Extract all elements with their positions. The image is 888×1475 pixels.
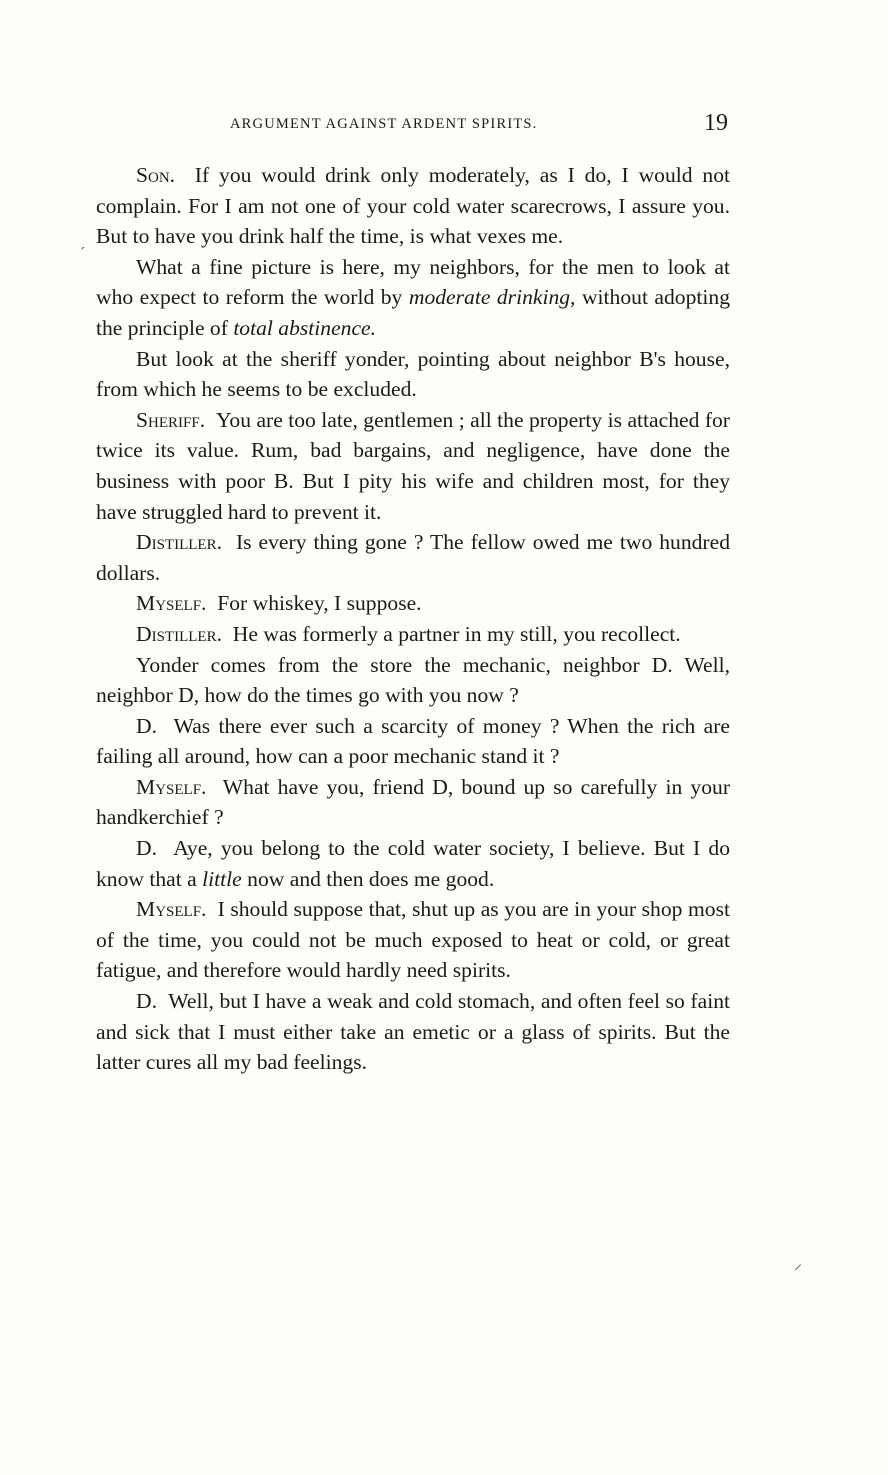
italic-text: total abstinence. [233,315,377,340]
paragraph-text: Well, but I have a weak and cold stomach, and often feel so faint and sick that I must either take an emetic or a glass of spirits. But the latter cures all my bad feelings. [96,989,731,1075]
paragraph [96,405,730,527]
speaker-label: Sheriff. [136,407,206,432]
paragraph [96,160,730,252]
paragraph-text: Is every thing gone ? The fellow owed me two hundred dollars. [96,530,730,585]
paragraph-text: Was there ever such a scarcity of money ? When the rich are failing all around, how can a poor mechanic stand it ? [96,713,730,769]
paragraph [96,619,730,650]
speaker-label: Distiller. [136,530,222,555]
speaker-label: Distiller. [136,621,222,646]
page-number: 19 [704,110,728,136]
speaker-label: D. [136,713,157,738]
paragraph-text: without adopting the principle of [96,285,730,340]
paragraph-text: Yonder comes from the store the mechanic, neighbor D. Well, neighbor D, how do the times go with you now ? [96,652,730,708]
paragraph [96,650,730,711]
paragraph [96,252,730,344]
speaker-label: Myself. [136,774,207,799]
paragraph [96,344,730,405]
paragraph-text: He was formerly a partner in my still, you recollect. [232,621,681,646]
speaker-label: D. [136,989,157,1014]
paragraph-text: You are too late, gentlemen ; all the property is attached for twice its value. Rum, bad bargains, and negligence, have done the business with poor B. But I pity his wife and children most, for they have struggled hard to prevent it. [96,407,730,524]
paragraph-text: Aye, you belong to the cold water society, I believe. But I do know that a [96,836,730,891]
paragraph [96,527,730,588]
paragraph-text: now and then does me good. [241,866,495,891]
speaker-label: Myself. [136,897,207,922]
ink-speck-mark: ˊ [80,245,86,262]
paragraph-text: If you would drink only moderately, as I do, I would not complain. For I am not one of your cold water scarecrows, I assure you. But to have you drink half the time, is what vexes me. [96,163,730,249]
ink-speck-mark: ⸝ [794,1256,803,1273]
paragraph [96,894,730,986]
paragraph [96,986,730,1078]
speaker-label: D. [136,836,157,861]
italic-text: little [202,866,242,891]
paragraph-text: What a fine picture is here, my neighbors, for the men to look at who expect to reform the world by [96,254,730,310]
running-title: ARGUMENT AGAINST ARDENT SPIRITS. [230,116,538,132]
book-page [96,110,730,1078]
speaker-label: Myself. [136,591,207,616]
paragraph [96,772,730,833]
paragraph-text: For whiskey, I suppose. [217,591,422,616]
paragraph [96,711,730,772]
paragraph-text: But look at the sheriff yonder, pointing about neighbor B's house, from which he seems to be excluded. [96,346,730,402]
paragraph [96,588,730,619]
paragraph [96,833,730,894]
paragraph-text: What have you, friend D, bound up so carefully in your handkerchief ? [96,774,731,830]
running-head [96,110,730,146]
paragraph-text: I should suppose that, shut up as you are in your shop most of the time, you could not be much exposed to heat or cold, or great fatigue, and therefore would hardly need spirits. [96,897,731,983]
speaker-label: Son. [136,163,176,187]
body-text [96,160,730,1078]
italic-text: moderate drinking, [408,285,576,310]
